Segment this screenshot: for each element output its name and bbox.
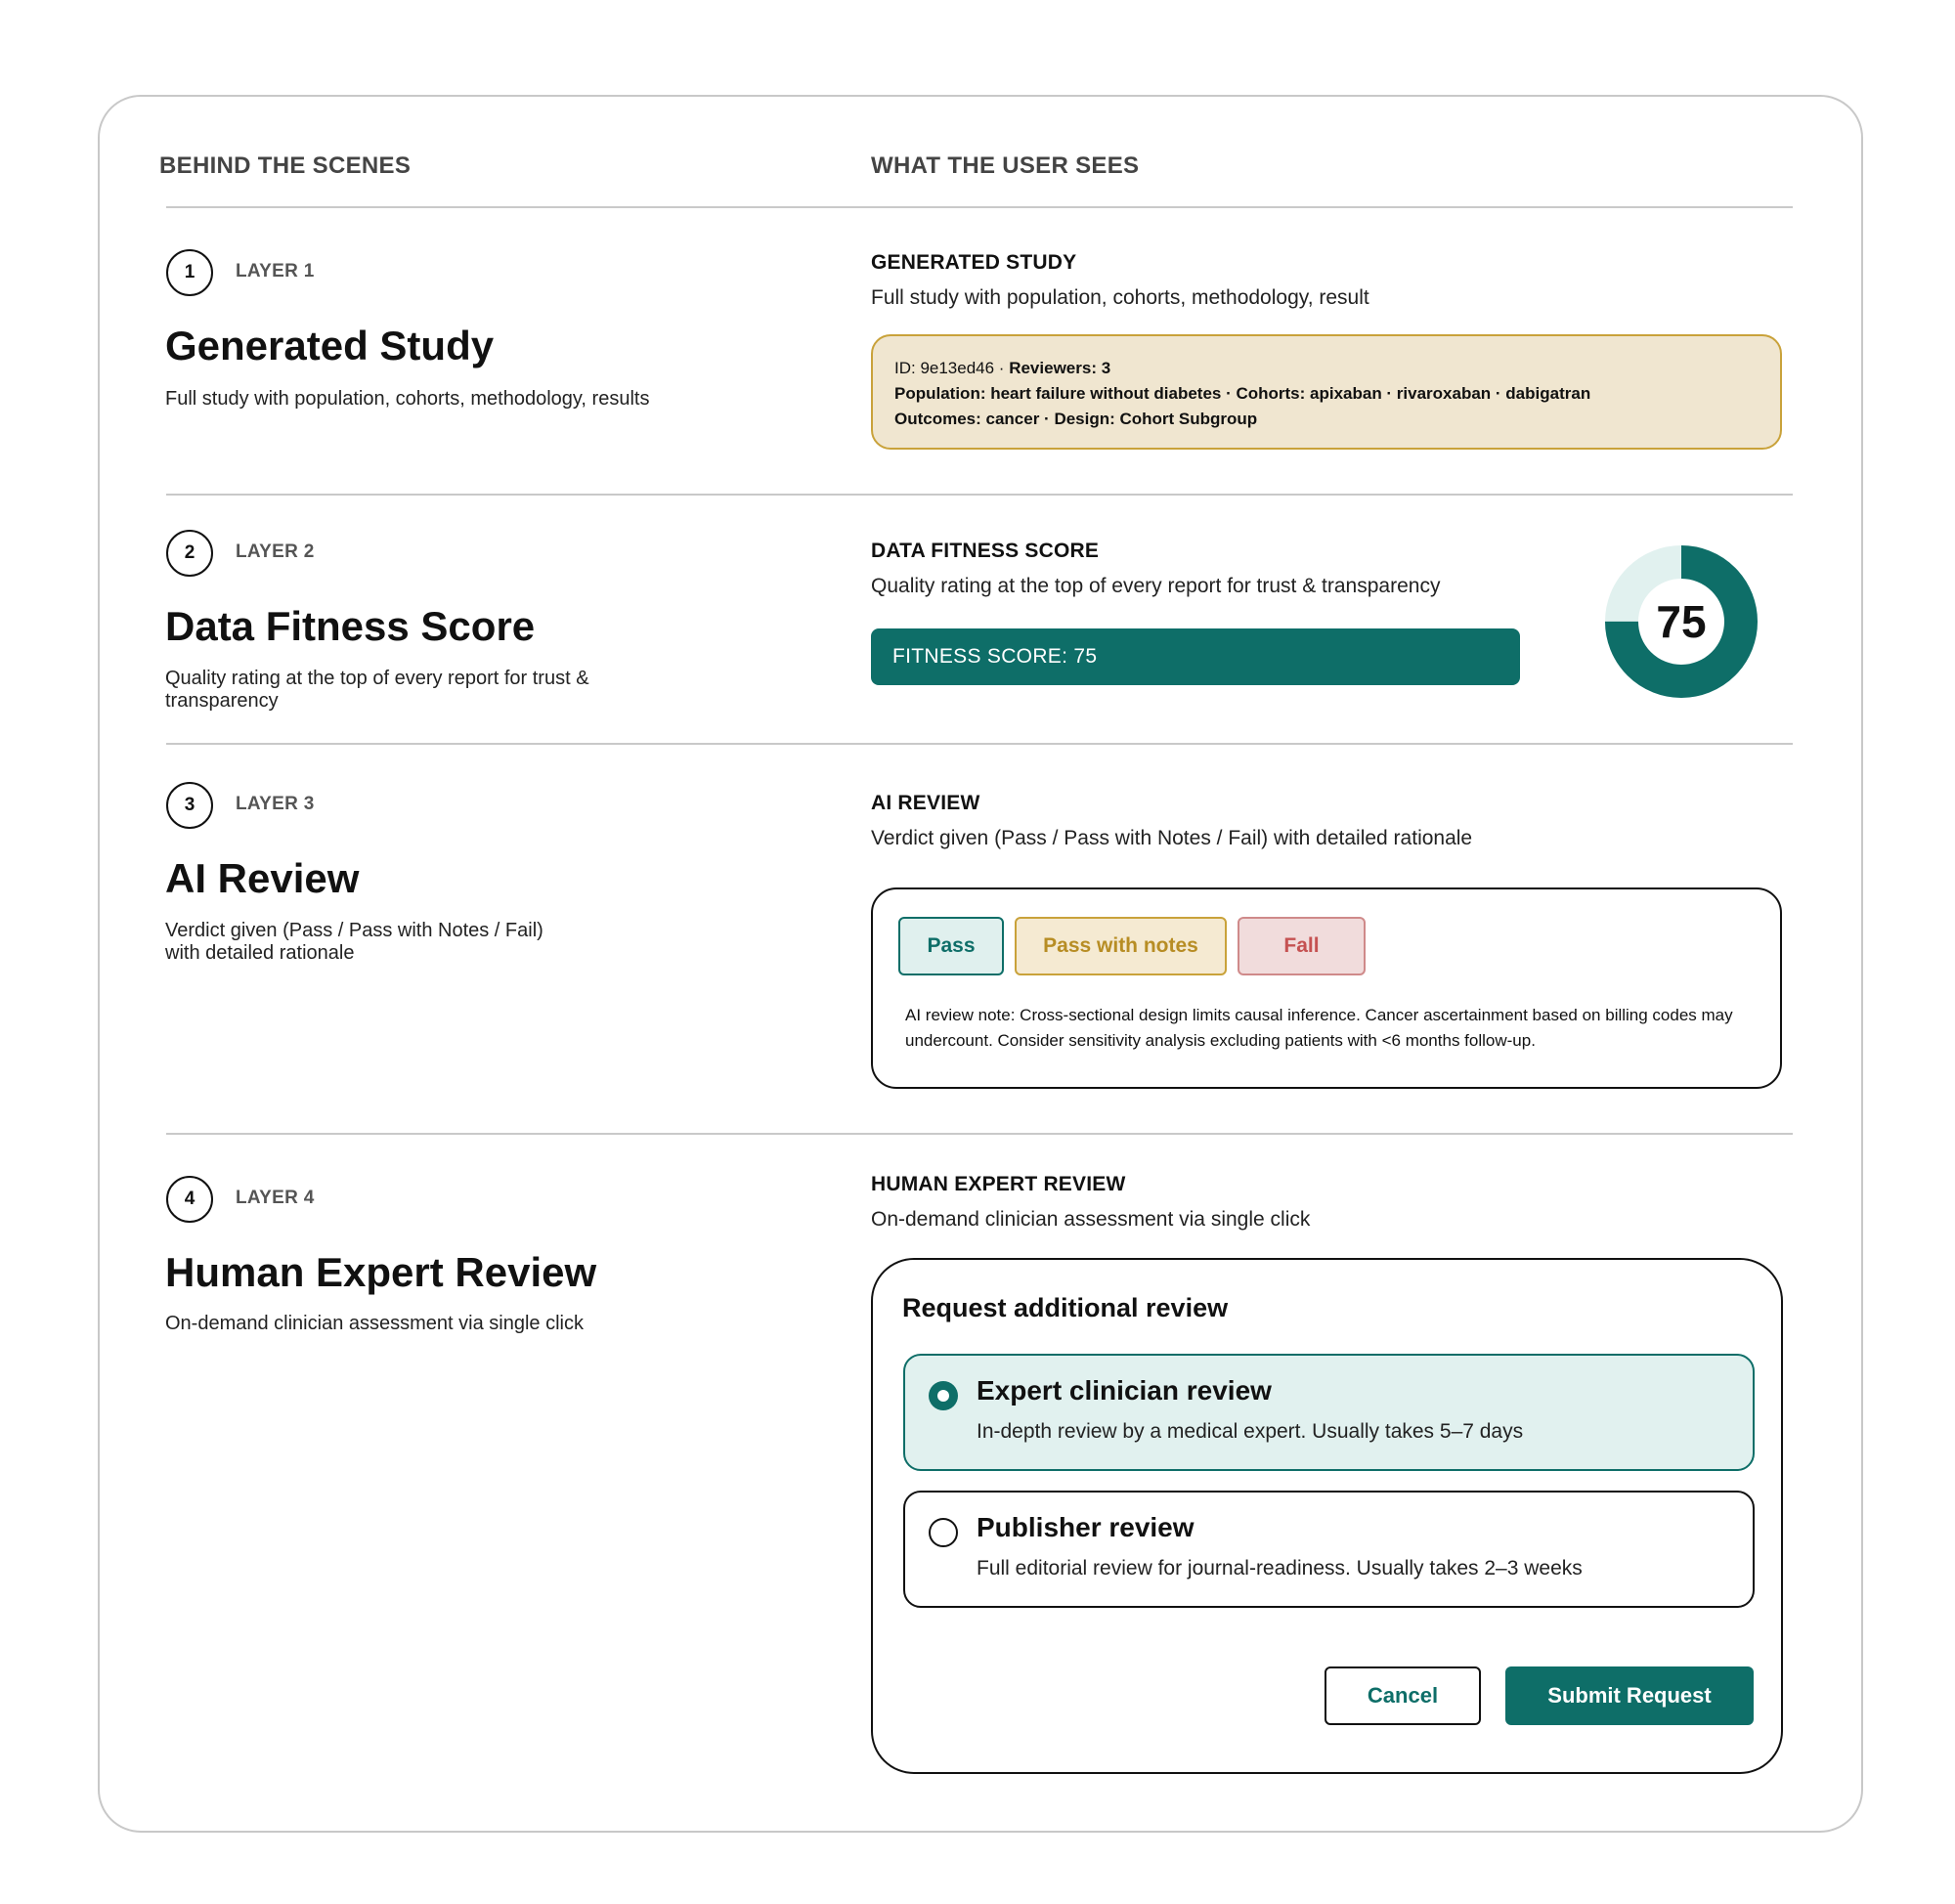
layer-2-divider — [166, 743, 1793, 745]
ai-review-heading: AI REVIEW — [871, 792, 980, 814]
request-dialog-title: Request additional review — [902, 1293, 1229, 1322]
layer-4-label: LAYER 4 — [236, 1188, 315, 1208]
layer-1-label: LAYER 1 — [236, 261, 315, 281]
option-expert-clinician-review[interactable] — [903, 1354, 1755, 1471]
option-title: Publisher review — [977, 1512, 1195, 1542]
layer-4-title: Human Expert Review — [165, 1249, 597, 1295]
layer-2-number-badge: 2 — [166, 530, 213, 577]
layer-1-title: Generated Study — [165, 323, 495, 368]
layer-2-description: Quality rating at the top of every report for trust & transparency — [165, 668, 589, 712]
option-description: Full editorial review for journal-readiness. Usually takes 2–3 weeks — [977, 1557, 1583, 1579]
radio-selected-icon[interactable] — [929, 1381, 958, 1410]
study-id-line — [894, 356, 1759, 381]
verdict-pass-with-notes-chip[interactable]: Pass with notes — [1015, 917, 1227, 975]
study-reviewers: Reviewers: 3 — [1009, 359, 1111, 377]
layer-3-description-line-2: with detailed rationale — [165, 942, 355, 964]
layer-3-description — [165, 920, 673, 965]
human-review-heading: HUMAN EXPERT REVIEW — [871, 1173, 1126, 1195]
fitness-score-bar: FITNESS SCORE: 75 — [871, 628, 1520, 685]
layer-3-description-line-1: Verdict given (Pass / Pass with Notes / Fail) — [165, 920, 543, 941]
layer-3-title: AI Review — [165, 855, 360, 901]
fitness-score-value: 75 — [1656, 596, 1707, 647]
study-outcomes-line: Outcomes: cancer · Design: Cohort Subgroup — [894, 410, 1258, 428]
option-publisher-review[interactable] — [903, 1491, 1755, 1608]
request-review-dialog — [871, 1258, 1783, 1774]
ai-review-description: Verdict given (Pass / Pass with Notes / Fail) with detailed rationale — [871, 827, 1473, 849]
layer-2-label: LAYER 2 — [236, 541, 315, 562]
study-population-line: Population: heart failure without diabetes · Cohorts: apixaban · rivaroxaban · dabigatran — [894, 384, 1591, 403]
study-id: ID: 9e13ed46 · — [894, 359, 1010, 377]
study-summary-card — [871, 334, 1782, 450]
generated-study-heading: GENERATED STUDY — [871, 251, 1077, 274]
layer-2-title: Data Fitness Score — [165, 603, 536, 649]
submit-request-button[interactable]: Submit Request — [1505, 1666, 1754, 1725]
layer-3-number-badge: 3 — [166, 782, 213, 829]
layer-1-number-badge: 1 — [166, 249, 213, 296]
human-review-description: On-demand clinician assessment via single click — [871, 1208, 1311, 1231]
left-column-header: BEHIND THE SCENES — [159, 152, 412, 179]
cancel-button[interactable]: Cancel — [1325, 1666, 1481, 1725]
header-divider — [166, 206, 1793, 208]
ai-review-note: AI review note: Cross-sectional design limits causal inference. Cancer ascertainment based on billing codes may undercount. Consider sensitivity analysis excluding patients with <6 months follow-up. — [905, 1006, 1733, 1050]
layer-3-label: LAYER 3 — [236, 794, 315, 814]
option-title: Expert clinician review — [977, 1375, 1272, 1406]
ai-review-card — [871, 887, 1782, 1089]
generated-study-description: Full study with population, cohorts, methodology, result — [871, 286, 1369, 309]
layer-1-divider — [166, 494, 1793, 496]
radio-unselected-icon[interactable] — [929, 1518, 958, 1547]
layer-1-description: Full study with population, cohorts, methodology, results — [165, 388, 650, 410]
verdict-pass-chip[interactable]: Pass — [898, 917, 1004, 975]
layer-4-description: On-demand clinician assessment via single click — [165, 1313, 584, 1334]
layer-4-number-badge: 4 — [166, 1176, 213, 1223]
fitness-score-description: Quality rating at the top of every report for trust & transparency — [871, 575, 1441, 597]
layer-3-divider — [166, 1133, 1793, 1135]
option-description: In-depth review by a medical expert. Usually takes 5–7 days — [977, 1420, 1524, 1443]
right-column-header: WHAT THE USER SEES — [871, 152, 1140, 179]
verdict-fail-chip[interactable]: Fall — [1238, 917, 1366, 975]
fitness-score-heading: DATA FITNESS SCORE — [871, 540, 1100, 562]
